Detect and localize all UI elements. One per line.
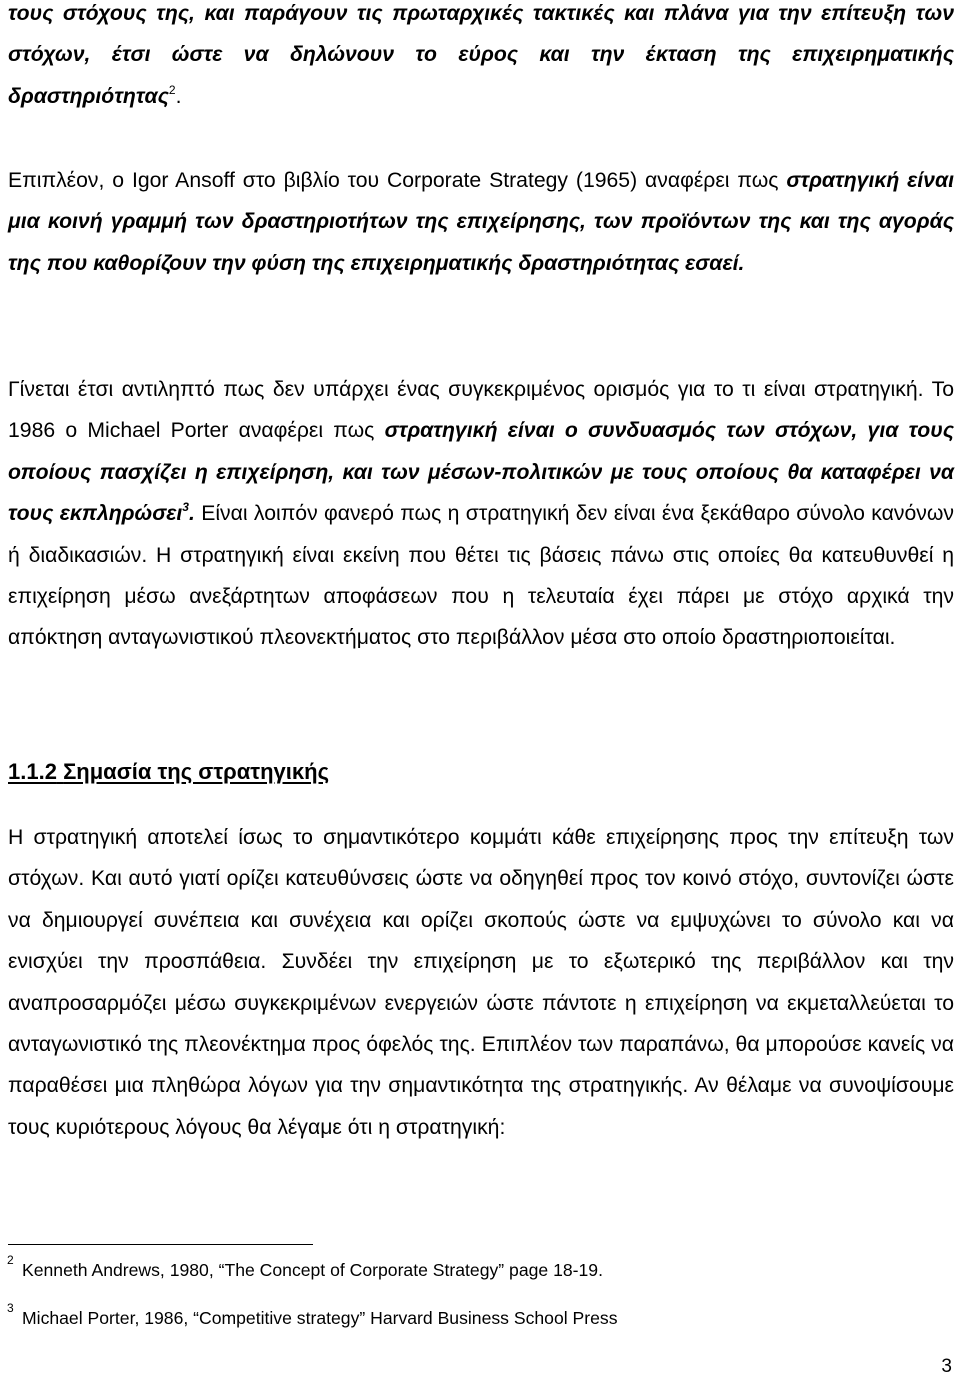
ansoff-intro-text: Επιπλέον, ο Igor Ansoff στο βιβλίο του Corporate Strategy (1965) αναφέρει πως [8, 169, 787, 192]
porter-intro-text: Γίνεται έτσι αντιληπτό πως δεν υπάρχει ένας συγκεκριμένος ορισμός για το τι είναι στρατηγική. Το 1986 ο Michael Porter αναφέρει πως [8, 378, 954, 443]
section-heading [8, 752, 329, 792]
footnote-mark: 3 [7, 1301, 14, 1315]
footnote [7, 1301, 618, 1329]
footnote-separator [8, 1244, 313, 1245]
paragraph-ansoff [8, 160, 954, 284]
section-number: 1.1.2 [8, 759, 57, 784]
porter-definition-text: στρατηγική είναι ο συνδυασμός των στόχων, για τους οποίους πασχίζει η επιχείρηση, και των μέσων-πολιτικών με τους οποίους θα καταφέρει να τους εκπληρώσει [8, 419, 954, 526]
footnote-text: Michael Porter, 1986, “Competitive strategy” Harvard Business School Press [22, 1308, 618, 1328]
paragraph-porter [8, 369, 954, 659]
paragraph-strategy-definition-end [8, 0, 954, 117]
footnote-mark: 2 [7, 1253, 14, 1267]
porter-conclusion-text: Είναι λοιπόν φανερό πως η στρατηγική δεν είναι ένα ξεκάθαρο σύνολο κανόνων ή διαδικασιών. Η στρατηγική είναι εκείνη που θέτει τις βάσεις πάνω στις οποίες θα κατευθυνθεί η επιχείρηση μέσω ανεξάρτητων αποφάσεων που η τελευταία έχει πάρει με στόχο αρχικά την απόκτηση ανταγωνιστικού πλεονεκτήματος στο περιβάλλον μέσα στο οποίο δραστηριοποιείται. [8, 502, 954, 650]
footnote-reference: 3 [182, 500, 189, 515]
paragraph-importance: Η στρατηγική αποτελεί ίσως το σημαντικότερο κομμάτι κάθε επιχείρησης προς την επίτευξη των στόχων. Και αυτό γιατί ορίζει κατευθύνσεις ώστε να οδηγηθεί προς τον κοινό στόχο, συντονίζει ώστε να δημιουργεί συνέπεια και συνέχεια και ορίζει σκοπούς ώστε να εμψυχώνει το σύνολο και να ενισχύει την προσπάθεια. Συνδέει την επιχείρηση με το εξωτερικό της περιβάλλον και την αναπροσαρμόζει μέσω συγκεκριμένων ενεργειών ώστε πάντοτε η επιχείρηση να εκμεταλλεύεται το ανταγωνιστικό της πλεονέκτημα προς όφελός της. Επιπλέον των παραπάνω, θα μπορούσε κανείς να παραθέσει μια πληθώρα λόγων για την σημαντικότητα της στρατηγικής. Αν θέλαμε να συνοψίσουμε τους κυριότερους λόγους θα λέγαμε ότι η στρατηγική: [8, 826, 954, 1139]
sentence-end: . [188, 502, 195, 526]
footnote-reference: 2 [168, 82, 176, 97]
page-number: 3 [941, 1356, 952, 1377]
section-title: Σημασία της στρατηγικής [63, 759, 330, 784]
ansoff-definition-text: στρατηγική είναι μια κοινή γραμμή των δραστηριοτήτων της επιχείρησης, των προϊόντων της και της αγοράς της που καθορίζουν την φύση της επιχειρηματικής δραστηριότητας εσαεί. [8, 169, 954, 275]
footnote-text: Kenneth Andrews, 1980, “The Concept of Corporate Strategy” page 18-19. [22, 1260, 603, 1280]
italic-definition-text: τους στόχους της, και παράγουν τις πρωταρχικές τακτικές και πλάνα για την επίτευξη των στόχων, έτσι ώστε να δηλώνουν το εύρος και την έκταση της επιχειρηματικής δραστηριότητας [8, 2, 954, 108]
footnote [7, 1253, 603, 1281]
sentence-end: . [175, 84, 182, 108]
